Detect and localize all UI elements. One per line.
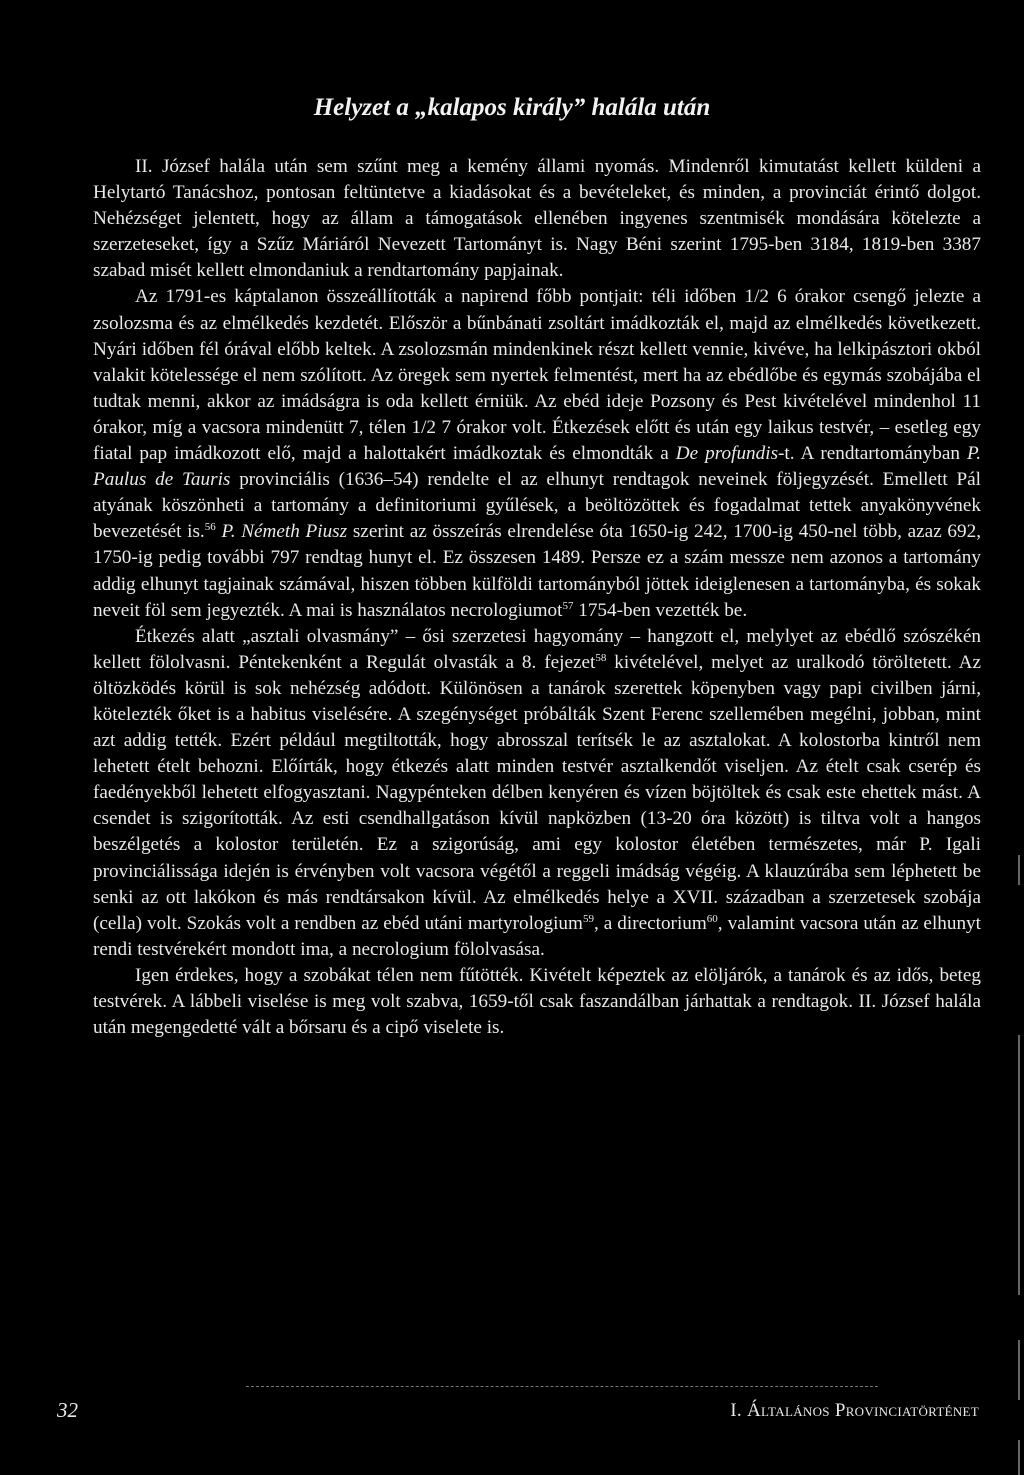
section-heading: Helyzet a „kalapos király” halála után: [313, 94, 711, 121]
paragraph: [93, 284, 981, 623]
text-run: -t. A rendtartományban: [778, 443, 967, 465]
footnote-ref: 56: [204, 521, 216, 534]
footnote-separator: [246, 1386, 878, 1387]
paragraph: [93, 624, 981, 963]
text-run: , valamint vacsora után az elhunyt rendi testvérekért mondott ima, a necrologium fölolvasása.: [93, 912, 981, 960]
footnote-ref: 60: [706, 912, 718, 925]
text-run: , a directorium: [593, 912, 707, 934]
italic-text: P. Paulus de Tauris: [93, 443, 981, 491]
text-run: II. József halála után sem szűnt meg a kemény állami nyomás. Mindenről kimutatást kellett küldeni a Helytartó Tanácshoz, pontosan feltüntetve a kiadásokat és a bevételeket, és minden, a provinciát érintő dolgot. Nehézséget jelentett, hogy az állam a támogatások ellenében ingyenes szentmisék mondására kötelezte a szerzeteseket, így a Szűz Máriáról Nevezett Tartományt is. Nagy Béni szerint 1795-ben 3184, 1819-ben 3387 szabad misét kellett elmondaniuk a rendtartomány papjainak.: [93, 156, 981, 282]
text-run: 1754-ben vezették be.: [573, 599, 748, 621]
page-number: 32: [57, 1398, 78, 1422]
scan-edge-mark: [1018, 855, 1020, 885]
text-run: Étkezés alatt „asztali olvasmány” – ősi szerzetesi hagyomány – hangzott el, melylyet az ebédlő szószékén kellett fölolvasni. Péntekenként a Regulát olvasták a 8. fejezet: [93, 625, 981, 673]
footnote-ref: 58: [595, 651, 607, 664]
running-head: I. Általános Provinciatörténet: [730, 1400, 979, 1421]
scan-edge-mark: [1018, 1440, 1020, 1475]
text-run: kivételével, melyet az uralkodó töröltetett. Az öltözködés körül is sok nehézség adódott. Különösen a tanárok szerettek köpenyben vagy papi civilben járni, kötelezték őket is a habitus viselésére. A szegénységet próbálták Szent Ferenc szellemében megélni, jobban, mint azt addig tették. Ezért például megtiltották, hogy abrosszal terítsék le az asztalokat. A kolostorba kintről nem lehetett ételt behozni. Előírták, hogy étkezés alatt minden testvér asztalkendőt viseljen. Az ételt csak cserép és faedényekből lehetett elfogyasztani. Nagypénteken délben kenyéren és vízen böjtöltek és csak este ehettek mást. A csendet is szigorították. Az esti csendhallgatáson kívül napközben (13-20 óra között) is tiltva volt a hangos beszélgetés a kolostor területén. Ez a szigorúság, ami egy kolostor életében természetes, már P. Igali provinciálissága idején is érvényben volt vacsora végétől a reggeli imádság végéig. A klauzúrába sem léphetett be senki az ott lakókon és más rendtársakon kívül. Az elmélkedés helye a XVII. században a szerzetesek szobája (cella) volt. Szokás volt a rendben az ebéd utáni martyrologium: [93, 651, 981, 934]
footnote-ref: 57: [562, 599, 574, 612]
text-run: Igen érdekes, hogy a szobákat télen nem fűtötték. Kivételt képeztek az elöljárók, a tanárok és az idős, beteg testvérek. A lábbeli viselése is meg volt szabva, 1659-től csak faszandálban járhattak a rendtagok. II. József halála után megengedetté vált a bőrsaru és a cipő viselete is.: [93, 964, 981, 1039]
italic-text: De profundis: [675, 443, 779, 465]
text-run: Az 1791-es káptalanon összeállították a napirend főbb pontjait: téli időben 1/2 6 órakor csengő jelezte a zsolozsma és az elmélkedés kezdetét. Először a bűnbánati zsoltárt imádkozták el, majd az elmélkedés következett. Nyári időben fél órával előbb keltek. A zsolozsmán mindenkinek részt kellett vennie, kivéve, ha lelkipásztori okból valakit kötelessége el nem szólított. Az öregek sem nyertek felmentést, mert ha az ebédlőbe és egymás szobájába el tudtak menni, akkor az imádságra is oda kellett érniük. Az ebéd ideje Pozsony és Pest kivételével mindenhol 11 órakor, míg a vacsora mindenütt 7, télen 1/2 7 órakor volt. Étkezések előtt és után egy laikus testvér, – esetleg egy fiatal pap imádkozott elő, majd a halottakért imádkoztak és elmondták a: [93, 286, 981, 465]
body-text: [93, 154, 981, 1041]
scan-edge-mark: [1018, 1035, 1020, 1295]
italic-text: P. Németh Piusz: [221, 521, 348, 543]
footnote-ref: 59: [582, 912, 594, 925]
paragraph: [93, 154, 981, 284]
paragraph: [93, 963, 981, 1041]
text-run: szerint az összeírás elrendelése óta 1650-ig 242, 1700-ig 450-nel több, azaz 692, 1750-ig pedig további 797 rendtag hunyt el. Ez összesen 1489. Persze ez a szám messze nem azonos a tartomány addig elhunyt tagjainak számával, hiszen többen külföldi tartományból jöttek ideiglenesen a tartományba, és sokak neveit föl sem jegyezték. A mai is használatos necrologiumot: [93, 521, 982, 621]
scan-edge-mark: [1018, 1340, 1020, 1400]
text-run: provinciális (1636–54) rendelte el az elhunyt rendtagok neveinek följegyzését. Emellett Pál atyának köszönheti a tartomány a definitoriumi gyűlések, a beöltözöttek és fogadalmat tettek anyakönyvének bevezetését is.: [93, 469, 981, 543]
